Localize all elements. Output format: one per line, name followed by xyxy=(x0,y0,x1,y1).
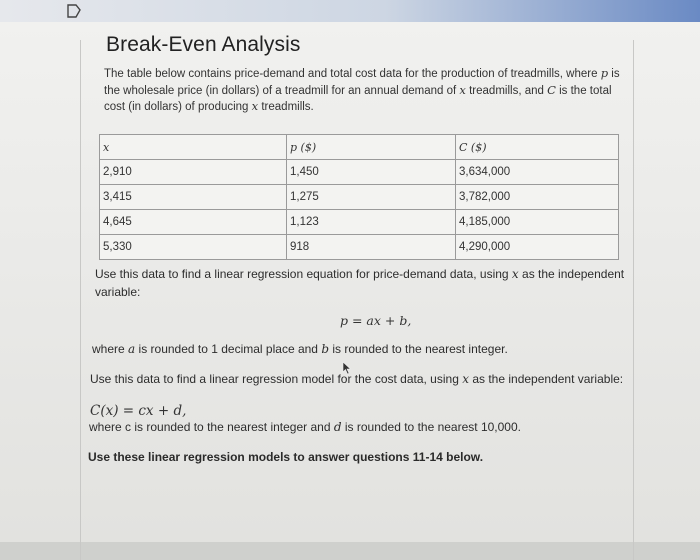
table-row xyxy=(100,210,619,235)
instructions-bold: Use these linear regression models to answer questions 11-14 below. xyxy=(88,450,484,464)
cell-c: 3,782,000 xyxy=(456,185,619,210)
var-a: a xyxy=(128,342,136,356)
cell-c: 4,290,000 xyxy=(456,235,619,260)
question-cost xyxy=(90,372,623,386)
var-x: x xyxy=(459,82,466,97)
table-row xyxy=(100,160,619,185)
table-header-row xyxy=(100,135,619,160)
cell-x: 3,415 xyxy=(100,185,287,210)
var-x: x xyxy=(511,267,519,281)
question-text: Use this data to find a linear regression model for the cost data, using xyxy=(90,372,463,386)
intro-text: treadmills. xyxy=(258,101,314,113)
intro-text: is the wholesale price (in dollars) of a treadmill for an annual demand of xyxy=(104,68,620,97)
cell-p: 1,123 xyxy=(287,210,456,235)
intro-paragraph xyxy=(104,66,624,116)
rounding-note-cd xyxy=(89,420,521,434)
rounding-note-ab xyxy=(92,342,508,356)
intro-text: is the total cost (in dollars) of producing xyxy=(104,84,612,113)
cell-x: 4,645 xyxy=(100,210,287,235)
question-text: as the independent variable: xyxy=(95,267,625,299)
note-text: is rounded to 1 decimal place and xyxy=(135,342,322,356)
cell-c: 4,185,000 xyxy=(456,210,619,235)
var-p: p xyxy=(600,66,609,80)
var-c: C xyxy=(547,82,556,97)
var-b: b xyxy=(321,342,329,356)
cell-x: 5,330 xyxy=(100,235,287,260)
question-text: Use this data to find a linear regression equation for price-demand data, using xyxy=(95,267,512,281)
question-text: as the independent variable: xyxy=(469,372,624,386)
cell-x: 2,910 xyxy=(100,160,287,185)
var-d: d xyxy=(333,420,342,434)
header-p: p ($) xyxy=(287,135,456,160)
cell-p: 918 xyxy=(287,235,456,260)
var-x: x xyxy=(251,99,259,113)
data-table xyxy=(99,134,619,260)
header-x: x xyxy=(100,135,287,160)
question-price-demand xyxy=(95,265,635,301)
cell-p: 1,450 xyxy=(287,160,456,185)
page-title: Break-Even Analysis xyxy=(106,33,301,56)
equation-price-demand: p = ax + b, xyxy=(340,313,412,328)
document-icon[interactable] xyxy=(66,4,82,18)
var-x: x xyxy=(462,372,469,386)
note-text: is rounded to the nearest 10,000. xyxy=(341,420,521,434)
equation-cost: C(x) = cx + d, xyxy=(90,403,187,419)
table-row xyxy=(100,185,619,210)
table-row xyxy=(100,235,619,260)
intro-text: The table below contains price-demand and total cost data for the production of treadmills, where xyxy=(104,68,601,80)
intro-text: treadmills, and xyxy=(465,84,548,97)
cell-c: 3,634,000 xyxy=(456,160,619,185)
note-text: where xyxy=(92,342,129,356)
top-bar xyxy=(0,0,700,22)
cell-p: 1,275 xyxy=(287,185,456,210)
note-text: is rounded to the nearest integer. xyxy=(329,342,508,356)
header-c: C ($) xyxy=(456,135,619,160)
note-text: where c is rounded to the nearest integer and xyxy=(89,420,334,434)
